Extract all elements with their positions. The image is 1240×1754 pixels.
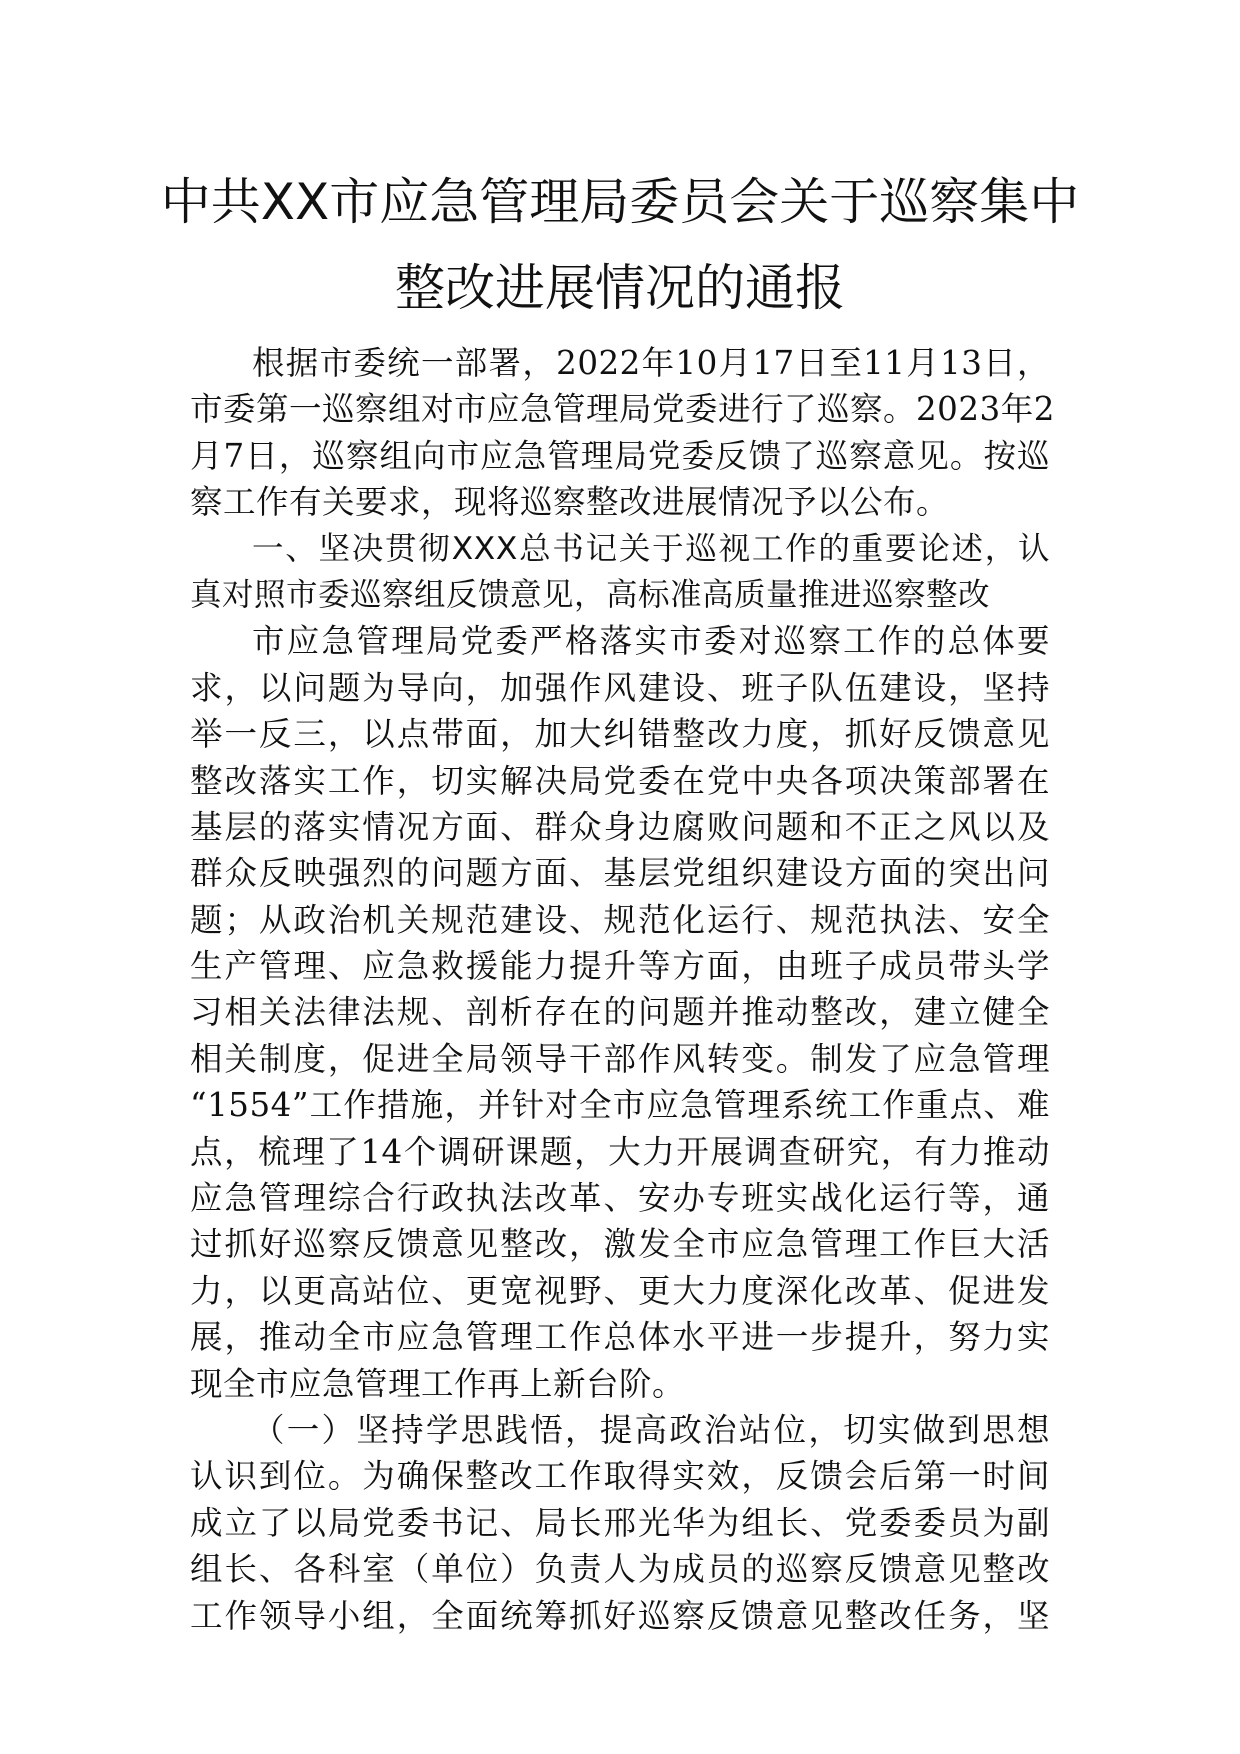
document-body <box>190 340 1055 1639</box>
paragraph-line: 组长、各科室（单位）负责人为成员的巡察反馈意见整改 <box>190 1550 1050 1589</box>
section-heading-line: 真对照市委巡察组反馈意见，高标准高质量推进巡察整改 <box>190 576 991 613</box>
paragraph-line: 工作领导小组，全面统筹抓好巡察反馈意见整改任务，坚 <box>190 1596 1050 1635</box>
paragraph-line: 认识到位。为确保整改工作取得实效，反馈会后第一时间 <box>190 1457 1050 1496</box>
paragraph-line: 点，梳理了14个调研课题，大力开展调查研究，有力推动 <box>190 1132 1050 1171</box>
paragraph-line: 整改落实工作，切实解决局党委在党中央各项决策部署在 <box>190 761 1050 800</box>
paragraph-line: 基层的落实情况方面、群众身边腐败问题和不正之风以及 <box>190 807 1050 846</box>
document-title-line-2: 整改进展情况的通报 <box>395 259 845 317</box>
paragraph-line: 市应急管理局党委严格落实市委对巡察工作的总体要 <box>252 622 1050 661</box>
paragraph-line: 现全市应急管理工作再上新台阶。 <box>190 1364 686 1403</box>
paragraph-line: 生产管理、应急救援能力提升等方面，由班子成员带头学 <box>190 947 1050 986</box>
paragraph-line: 求，以问题为导向，加强作风建设、班子队伍建设，坚持 <box>190 668 1050 707</box>
paragraph-line: 应急管理综合行政执法改革、安办专班实战化运行等，通 <box>190 1179 1050 1218</box>
paragraph-line: “1554”工作措施，并针对全市应急管理系统工作重点、难 <box>190 1086 1050 1125</box>
paragraph-line: 成立了以局党委书记、局长邢光华为组长、党委委员为副 <box>190 1503 1050 1542</box>
paragraph-line: 根据市委统一部署，2022年10月17日至11月13日， <box>252 344 1050 382</box>
paragraph-line: （一）坚持学思践悟，提高政治站位，切实做到思想 <box>252 1410 1050 1449</box>
paragraph-line: 群众反映强烈的问题方面、基层党组织建设方面的突出问 <box>190 854 1050 893</box>
paragraph-line: 习相关法律法规、剖析存在的问题并推动整改，建立健全 <box>190 993 1050 1032</box>
document-title-line-1: 中共XX市应急管理局委员会关于巡察集中 <box>160 173 1080 231</box>
paragraph-line: 力，以更高站位、更宽视野、更大力度深化改革、促进发 <box>190 1271 1050 1310</box>
paragraph-line: 过抓好巡察反馈意见整改，激发全市应急管理工作巨大活 <box>190 1225 1050 1264</box>
paragraph-line: 展，推动全市应急管理工作总体水平进一步提升，努力实 <box>190 1318 1050 1357</box>
paragraph-line: 月7日，巡察组向市应急管理局党委反馈了巡察意见。按巡 <box>190 436 1050 475</box>
paragraph-line: 相关制度，促进全局领导干部作风转变。制发了应急管理 <box>190 1039 1050 1078</box>
paragraph-line: 市委第一巡察组对市应急管理局党委进行了巡察。2023年2 <box>190 390 1055 429</box>
paragraph-line: 察工作有关要求，现将巡察整改进展情况予以公布。 <box>190 483 950 522</box>
section-heading-line: 一、坚决贯彻XXX总书记关于巡视工作的重要论述，认 <box>252 530 1050 567</box>
paragraph-line: 举一反三，以点带面，加大纠错整改力度，抓好反馈意见 <box>190 715 1050 754</box>
paragraph-line: 题；从政治机关规范建设、规范化运行、规范执法、安全 <box>190 900 1050 939</box>
